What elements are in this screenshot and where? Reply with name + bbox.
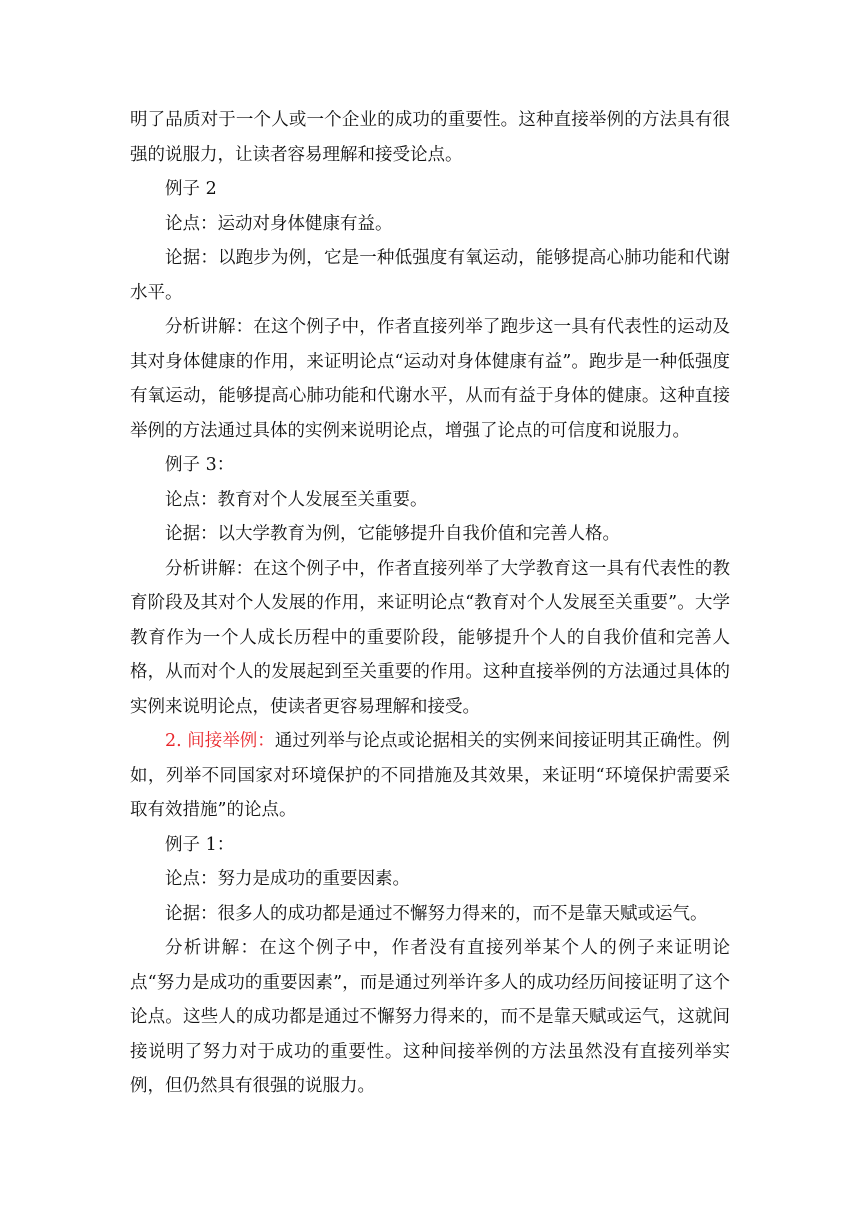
indirect-example-1-argument: 论点：努力是成功的重要因素。 (165, 869, 410, 889)
example-3-analysis: 分析讲解：在这个例子中，作者直接列举了大学教育这一具有代表性的教育阶段及其对个人发展的作用，来证明论点“教育对个人发展至关重要”。大学教育作为一个人成长历程中的重要阶段，能够提升个人的自我价值和完善人格，从而对个人的发展起到至关重要的作用。这种直接举例的方法通过具体的实例来说明论点，使读者更容易理解和接受。 (130, 558, 730, 717)
section-heading: 2. 间接举例： (165, 731, 275, 751)
example-2-heading: 例子 2 (165, 179, 217, 199)
indirect-example-1-analysis: 分析讲解：在这个例子中，作者没有直接列举某个人的例子来证明论点“努力是成功的重要因素”，而是通过列举许多人的成功经历间接证明了这个论点。这些人的成功都是通过不懈努力得来的，而不是靠天赋或运气，这就间接说明了努力对于成功的重要性。这种间接举例的方法虽然没有直接列举实例，但仍然具有很强的说服力。 (130, 938, 730, 1096)
example-2-evidence: 论据：以跑步为例，它是一种低强度有氧运动，能够提高心肺功能和代谢水平。 (130, 248, 730, 303)
indirect-example-1-heading: 例子 1： (165, 834, 235, 855)
example-3-argument: 论点：教育对个人发展至关重要。 (165, 489, 428, 510)
example-3-heading: 例子 3： (165, 455, 235, 475)
section-text: 通过列举与论点或论据相关的实例来间接证明其正确性。例如，列举不同国家对环境保护的不同措施及其效果，来证明“环境保护需要采取有效措施”的论点。 (130, 731, 730, 820)
example-3-evidence: 论据：以大学教育为例，它能够提升自我价值和完善人格。 (165, 524, 620, 544)
paragraph-continuation: 明了品质对于一个人或一个企业的成功的重要性。这种直接举例的方法具有很强的说服力，让读者容易理解和接受论点。 (130, 110, 730, 165)
indirect-example-1-evidence: 论据：很多人的成功都是通过不懈努力得来的，而不是靠天赋或运气。 (165, 903, 708, 924)
example-2-analysis: 分析讲解：在这个例子中，作者直接列举了跑步这一具有代表性的运动及其对身体健康的作用，来证明论点“运动对身体健康有益”。跑步是一种低强度有氧运动，能够提高心肺功能和代谢水平，从而有益于身体的健康。这种直接举例的方法通过具体的实例来说明论点，增强了论点的可信度和说服力。 (130, 317, 730, 441)
document-body (130, 103, 730, 1104)
example-2-argument: 论点：运动对身体健康有益。 (165, 213, 393, 234)
section-indirect-example (130, 724, 730, 828)
